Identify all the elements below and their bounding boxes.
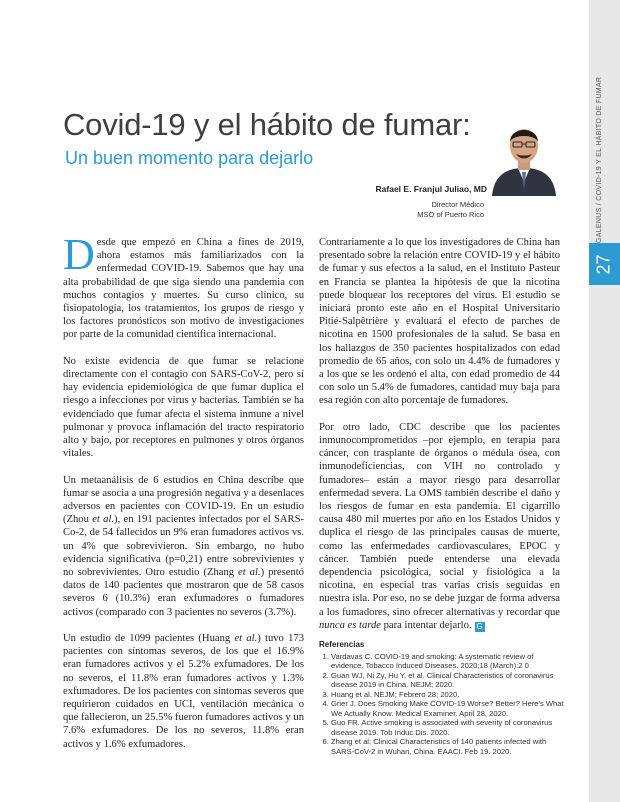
paragraph: No existe evidencia de que fumar se relacione directamente con el contagio con SARS-CoV-2, pero sí hay evidencia epidemiológica de que fumar duplica el riesgo a infecciones por virus y bacterias. También se ha evidenciado que fumar afecta el sistema inmune a nivel pulmonar y provoca inflamación del tracto respiratorio alto y bajo, por receptores en pulmones y otros órganos vitales. [63, 355, 304, 460]
paragraph-text: esde que empezó en China a fines de 2019, ahora estamos más familiarizados con la enfermedad COVID-19. Sabemos que hay una alta probabilidad de que siga siendo una pandemia con muchos contagios y muertes. Su curso clínico, su fisiopatología, los tratamientos, los grupos de riesgo y los factores pronósticos son motivo de investigaciones por parte de la comunidad científica internacional. [63, 237, 304, 341]
reference-item: 5. Guo FR. Active smoking is associated with severity of coronavirus disease 2019. Tob Induc Dis. 2020. [331, 718, 564, 737]
references-list [319, 652, 564, 757]
author-role: Director Médico [431, 200, 484, 209]
paragraph-text: Un metaanálisis de 6 estudios en China describe que fumar se asocia a una progresión negativa y a desenlaces adversos en pacientes con COVID-19. En un estudio (Zhou [63, 474, 304, 526]
author-photo [488, 116, 560, 196]
running-header: GALENUS / COVID-19 Y EL HÁBITO DE FUMAR [596, 76, 603, 243]
author-org: MSO of Puerto Rico [417, 210, 484, 219]
emphasis-italic: nunca es tarde [319, 619, 381, 631]
left-column [63, 230, 304, 764]
article-subtitle: Un buen momento para dejarlo [65, 148, 314, 168]
paragraph-text: Por otro lado, CDC describe que los pacientes inmunocomprometidos –por ejemplo, en terapia para cáncer, con trasplante de órganos o médula ósea, con inmunodeficiencias, con VIH no controlado y fumadores– están a mayor riesgo para desarrollar enfermedad severa. La OMS también describe el daño y los riesgos de fumar en esta pandemia. El cigarrillo causa 480 mil muertes por año en los Estados Unidos y duplica el riesgo de las principales causas de muerte, como las enfermedades cardiovasculares, EPOC y cáncer. También puede entenderse una elevada dependencia psicológica, social y fisiológica a la nicotina, en especial tras varias crisis seguidas en nuestra isla. Por eso, no se debe juzgar de forma adversa a los fumadores, sino ofrecer alternativas y recordar que [319, 421, 560, 618]
reference-item: 3. Huang et al. NEJM; Febrero 28; 2020. [331, 690, 564, 700]
paragraph-text: ) presentó datos de 140 pacientes que mostraron que de 58 casos severos 6 (10.3%) eran exfumadores o fumadores activos (comparado con 3 pacientes no severos (3.7%). [63, 567, 304, 618]
citation-italic: et al. [238, 567, 261, 579]
citation-italic: et al. [92, 514, 115, 526]
reference-item: 6. Zhang et al: Clinical Characteristics of 140 patients infected with SARS-CoV-2 in Wuhan, China. EAACI. Feb 19. 2020. [331, 737, 564, 756]
paragraph: Contrariamente a lo que los investigadores de China han presentado sobre la relación entre COVID-19 y el hábito de fumar y sus efectos a la salud, en el Instituto Pasteur en Francia se plantea la hipótesis de que la nicotina puede bloquear los receptores del virus. El estudio se iniciará pronto este año en el Hospital Universitario Pitié-Salpêtrière y evaluará el efecto de parches de nicotina en 1500 profesionales de la salud. Se basa en los hallazgos de 350 pacientes hospitalizados con edad promedio de 65 años, con solo un 4.4% de fumadores y a los que se les ordenó el alta, con edad promedio de 44 con solo un 5.4% de fumadores, cantidad muy baja para esa región con alto porcentaje de fumadores. [319, 237, 560, 407]
references [319, 640, 564, 756]
paragraph [63, 632, 304, 751]
reference-item: 1. Vardavas C. COVID-19 and smoking: A systematic review of evidence. Tobacco Induced Diseases. 2020;18 (March):2 0 [331, 652, 564, 671]
paragraph-text: para intentar dejarlo. [380, 619, 472, 631]
reference-item: 2. Guan WJ, Ni Zy, Hu Y, et al. Clinical Characteristics of coronavirus disease 2019 in China. NEJM; 2020. [331, 671, 564, 690]
paragraph [63, 474, 304, 619]
right-column [319, 236, 560, 645]
page-number-box [589, 243, 620, 285]
paragraph-text: ) tuvo 173 pacientes con síntomas severos, de los que el 16.9% eran fumadores activos y el 5.2% exfumadores. De los no severos, el 11.8% eran fumadores activos y 1.3% exfumadores. De los pacientes con síntomas severos que requirieron cuidados en UCI, ventilación mecánica o que fallecieron, un 25.5% fueron fumadores activos y un 7.6% exfumadores. De los no severos, 11.8% eran activos y 1.6% exfumadores. [63, 633, 304, 750]
drop-cap: D [63, 230, 95, 279]
author-name: Rafael E. Franjul Juliao, MD [375, 184, 487, 194]
paragraph-text: Un estudio de 1099 pacientes (Huang [63, 633, 235, 645]
author-affiliation [417, 200, 484, 220]
paragraph [63, 230, 304, 342]
end-of-article-icon: G [476, 621, 483, 631]
page-number: 27 [594, 253, 614, 275]
citation-italic: et al. [234, 633, 258, 645]
references-heading: Referencias [319, 640, 365, 649]
sidebar-strip [589, 0, 620, 802]
paragraph-text: ), en 191 pacientes infectados por el SARS-Co-2, de 54 fallecidos un 9% eran fumadores activos vs. un 4% que sobrevivieron. Sin embargo, no hubo evidencia significativa (p=0,21) entre sobrevivientes y no sobrevivientes. Otro estudio (Zhang [63, 514, 304, 579]
reference-item: 4. Grier J. Does Smoking Make COVID-19 Worse? Better? Here's What We Actually Know. Medical Examiner. April 28, 2020. [331, 699, 564, 718]
article-title: Covid-19 y el hábito de fumar: [63, 107, 471, 142]
paragraph [319, 421, 560, 632]
